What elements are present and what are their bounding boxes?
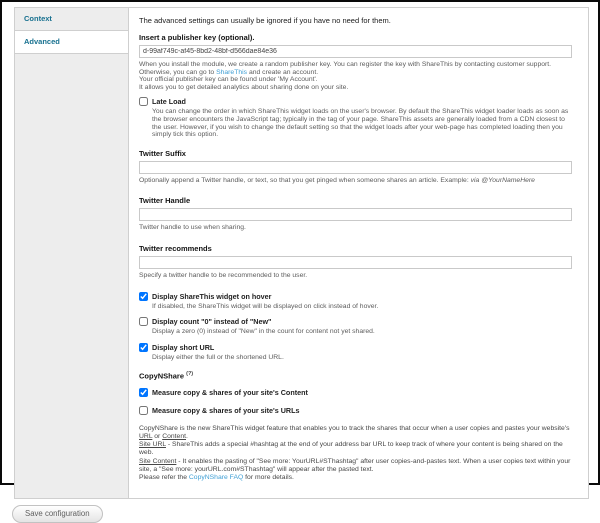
display-count-description: Display a zero (0) instead of "New" in the count for content not yet shared. — [152, 328, 375, 336]
measure-urls-checkbox[interactable] — [139, 406, 148, 415]
twitter-handle-description: Twitter handle to use when sharing. — [139, 224, 246, 232]
tab-context-label: Context — [24, 14, 52, 23]
site-url-text: - ShareThis adds a special #hashtag at the end of your address bar URL to keep track of where your content is being shared on the web. — [139, 441, 563, 457]
twitter-suffix-example: via @YourNameHere — [470, 176, 535, 184]
site-url-term[interactable]: Site URL — [139, 441, 166, 449]
twitter-suffix-description — [139, 177, 572, 185]
display-count-checkbox[interactable] — [139, 317, 148, 326]
copynshare-help-icon[interactable]: (?) — [186, 371, 194, 378]
measure-content-option — [139, 388, 572, 397]
publisher-key-description — [139, 61, 572, 91]
vertical-tabs-panel — [14, 7, 589, 499]
save-configuration-button[interactable]: Save configuration — [12, 505, 103, 523]
copynshare-heading — [139, 371, 572, 381]
twitter-suffix-field — [139, 149, 572, 185]
display-hover-description: If disabled, the ShareThis widget will be displayed on click instead of hover. — [152, 302, 379, 310]
sharethis-link[interactable]: ShareThis — [216, 68, 248, 76]
vertical-tabs-sidebar — [15, 8, 129, 498]
copynshare-options — [139, 388, 572, 415]
measure-content-checkbox[interactable] — [139, 388, 148, 397]
faq-post-text: for more details. — [243, 474, 294, 482]
twitter-suffix-desc-text: Optionally append a Twitter handle, or text, so that you get pinged when someone shares an article. Example: — [139, 176, 471, 184]
site-content-term[interactable]: Site Content — [139, 457, 177, 465]
display-short-url-label[interactable]: Display short URL — [152, 342, 215, 352]
display-hover-option — [139, 292, 572, 311]
publisher-key-desc-line3: It allows you to get detailed analytics about sharing done on your site. — [139, 83, 349, 91]
measure-urls-option — [139, 406, 572, 415]
twitter-suffix-label: Twitter Suffix — [139, 148, 186, 158]
twitter-handle-field — [139, 196, 572, 232]
display-count-label[interactable]: Display count "0" instead of "New" — [152, 317, 272, 327]
faq-pre-text: Please refer the — [139, 474, 189, 482]
publisher-key-desc-text2: and create an account. — [247, 68, 319, 76]
twitter-recommends-label: Twitter recommends — [139, 243, 212, 253]
publisher-key-desc-text: When you install the module, we create a random publisher key. You can register the key with ShareThis by contacting customer support. Otherwise, you can go to — [139, 61, 552, 76]
twitter-suffix-input[interactable] — [139, 161, 572, 174]
copynshare-url-term[interactable]: URL — [139, 433, 153, 441]
site-content-text: - It enables the pasting of "See more: YourURL#SThashtag" after user copies-and-pastes text. When a user copies text within your site, a "See more: yourURL.com#SThashtag" will appear after the pasted text. — [139, 457, 571, 473]
advanced-settings-pane — [129, 8, 588, 498]
publisher-key-desc-line2: Your official publisher key can be found under 'My Account'. — [139, 76, 318, 84]
publisher-key-label: Insert a publisher key (optional). — [139, 33, 255, 42]
copynshare-content-term[interactable]: Content — [162, 433, 186, 441]
tab-context[interactable] — [15, 8, 128, 31]
late-load-description: You can change the order in which ShareThis widget loads on the user's browser. By default the ShareThis widget loader loads as soon as the browser encounters the JavaScript tag; typically in the tag of your page. ShareThis assets are generally loaded from a CDN closest to the user. However, if you wish to change the default setting so that the widget loads after your web-page has completed loading then you simply tick this option. — [152, 108, 569, 139]
display-count-option — [139, 317, 572, 336]
copynshare-explanation: CopyNShare is the new ShareThis widget feature that enables you to track the shares that occur when a user copies and pastes your website's URL or Content. Site URL - ShareThis adds a special #hashtag at the end of your address bar URL to keep track of where your content is being shared on the web. Site Content - It enables the pasting of "See more: YourURL#SThashtag" after user copies-and-pastes text. When a user copies text within your site, a "See more: yourURL.com#SThashtag" will appear after the pasted text. Please refer the CopyNShare FAQ for more details. — [139, 424, 571, 482]
late-load-checkbox[interactable] — [139, 97, 148, 106]
advanced-intro-text: The advanced settings can usually be ignored if you have no need for them. — [139, 16, 391, 25]
late-load-option — [139, 97, 572, 138]
publisher-key-field — [139, 33, 572, 91]
twitter-handle-input[interactable] — [139, 208, 572, 221]
display-options-group — [139, 292, 572, 362]
tab-advanced-label: Advanced — [24, 37, 60, 46]
tab-advanced[interactable] — [15, 31, 128, 54]
copynshare-heading-text: CopyNShare — [139, 371, 185, 381]
copynshare-faq-link[interactable]: CopyNShare FAQ — [188, 474, 244, 482]
display-hover-checkbox[interactable] — [139, 292, 148, 301]
twitter-recommends-description: Specify a twitter handle to be recommended to the user. — [139, 271, 308, 279]
twitter-recommends-input[interactable] — [139, 256, 572, 269]
publisher-key-input[interactable] — [139, 45, 572, 58]
display-hover-label[interactable]: Display ShareThis widget on hover — [152, 291, 272, 301]
display-short-url-description: Display either the full or the shortened URL. — [152, 353, 284, 361]
copynshare-para-text: CopyNShare is the new ShareThis widget feature that enables you to track the shares that occur when a user copies and pastes your website's — [139, 424, 570, 432]
display-short-url-checkbox[interactable] — [139, 343, 148, 352]
measure-content-label[interactable]: Measure copy & shares of your site's Content — [152, 387, 308, 397]
twitter-handle-label: Twitter Handle — [139, 196, 191, 206]
late-load-label[interactable]: Late Load — [152, 97, 186, 107]
display-short-url-option — [139, 343, 572, 362]
twitter-recommends-field — [139, 244, 572, 280]
measure-urls-label[interactable]: Measure copy & shares of your site's URLs — [152, 405, 300, 415]
